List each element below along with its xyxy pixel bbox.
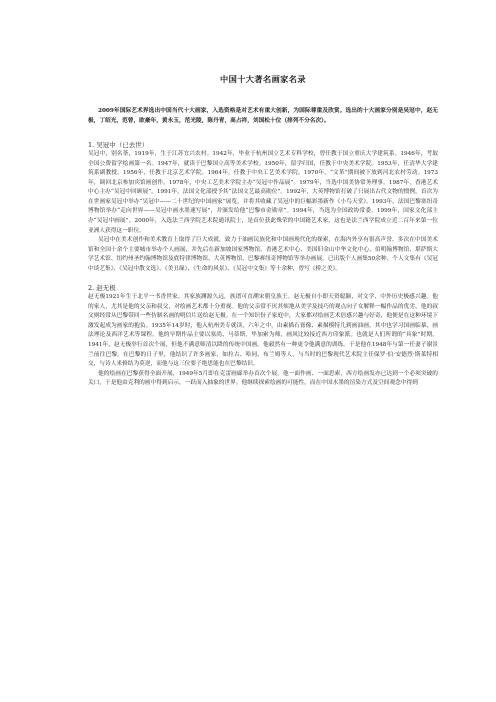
section-paragraph: 吴冠中在美术创作和美术教育上取得了巨大成就，致力于油画民族化和中国画现代化的探索，在海内外享有很高声誉。多次在中国美术馆和全国十余个主要城市举办个人画展，并先后在新加坡国家博物馆、香港艺术中心、美国旧金山中华文化中心、伯明翰博物馆、堪萨斯大学艺术馆、纽约州圣约翰博物馆及底特律博物馆、大英博物馆、巴黎赛纽奇博物馆等举办画展。已出版个人画集50余种、个人文集有《吴冠中谈艺集》、《吴冠中散文选》、《美丑缘》、《生命的风景》、《吴冠中文集》等十余种，曾写《桥之美》。 (88, 237, 438, 272)
section-paragraph: 他的绘画在巴黎获得全面开展，1949年5月即在克雷画廊举办首次个展。他一面作画、一面思索，西方绘画发亦已达到一个必须突破的关口，于是他由克利的画中得到启示，一跃而入抽象的世界。他继续探索绘画的可能性，而在中国水墨的渲染方式及空间观念中得到 (88, 370, 438, 387)
intro-paragraph: 2009年国际艺术界选出中国当代十大画家，入选资格是对艺术有重大创新，为国际尊重及欣赏。选出的十大画家分别是吴冠中，赵无极，丁绍光，范曾，欧豪年，黄永玉，范光陵，陈丹青，高占祥，刘国松十位（排列不分名次）。 (88, 108, 438, 124)
section-gap (88, 274, 438, 283)
section-2 (88, 283, 438, 388)
section-heading: 2. 赵无极 (88, 284, 116, 293)
document-title: 中国十大著名画家名录 (220, 74, 306, 84)
section-paragraph: 赵无极1921年生于北平一书香世家。其家族渊源久远，族谱可直溯宋朝皇族王。赵无极自小即天资聪颖，对文学、中外历史极感兴趣。他的家人，尤其是他的父亲和叔父，对绘画艺术都十分重视。他的父亲常不厌其烦地从美学及技巧的观点向子女解释一幅作品的优劣，他的叔父则经常从巴黎带回一些仿制名画的明信片送给赵无极。在一个知识份子家庭中，大家都对绘画艺术倍感兴趣与好奇，他便是在这种环境下激发起成为画家的抱负。1935年14岁时，他入杭州美专就读，六年之中，由素描石膏像、素描模特儿到画油画。其中也学习国画临摹、画法理论及西洋艺术等课程。他的早期作品主要以塞尚、马蒂斯，毕加索为师，画风比较接近西方印象派。也就是人们所谓的“具象”时期。1941年，赵无极举行首次个展，但他不满意师清以降的传统中国画。他毅然有一种更令他满意的训练。于是他在1948年与第一任妻子谢景兰前往巴黎。在巴黎的日子里，他结识了许多画家，如拉古、哈同、布兰姆等人，与当时的巴黎现代艺术院主任保罗·伯·安德烈·斯莱特相交，与诗人米修结为莫逆，而他与这三位要子绝思能也在巴黎结识。 (88, 294, 438, 368)
section-1 (88, 140, 438, 274)
section-paragraph: 吴冠中，别名荼，1919年，生于江苏宜兴农村。1942年，毕业于杭州国立艺术专科学校，曾任教于国立重庆大学建筑系。1946年，考取全国公费留学绘画第一名。1947年，就读于巴黎国立高等美术学校。1950年，留学归国，任教于中央美术学院。1953年，任清华大学建筑系副教授。1956年，任教于北京艺术学院。1964年，任教于中央工艺美术学院。1970年，“文革”期间被下放到河北农村劳动。1973年，调回北京参加宾馆画创作。1978年，中央工艺美术学院主办“吴冠中作品展”。1979年，当选中国美协常务理事。1987年，香港艺术中心主办“吴冠中回顾展”。1991年，法国文化部授予其“法国文艺最高勋位”。1992年，大英博物馆打破了只展出古代文物的惯例，首次为在世画家吴冠中举办“吴冠中——二十世纪的中国画家”展览，并将其收藏了吴冠中的巨幅彩墨新作《小鸟天堂》。1993年，法国巴黎塞纽奇博物馆举办“走向世界——吴冠中画水墨速写展”，并颁发给他“巴黎市金勋章”。1994年，当选为全国政协常委。1999年，国家文化部主办“吴冠中画展”。2000年，入选法兰西学院艺术院通讯院士，是首位获此殊荣的中国籍艺术家，这也是法兰西学院成立近二百年来第一位亚洲人获得这一职位。 (88, 151, 438, 234)
section-heading: 1. 吴冠中（已去世） (88, 141, 149, 150)
